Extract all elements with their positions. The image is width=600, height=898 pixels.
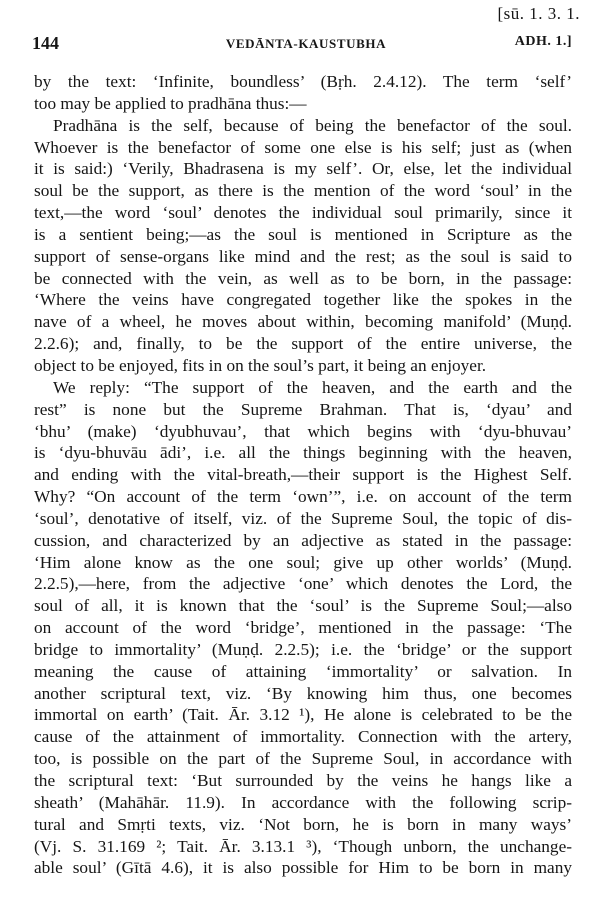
text-line: (Vj. S. 31.169 ²; Tait. Ār. 3.13.1 ³), ‘Though unborn, the unchange- <box>34 836 572 856</box>
text-line: the scriptural text: ‘But surrounded by the veins he hangs like a <box>34 771 572 790</box>
text-line: on account of the word ‘bridge’, mentioned in the passage: ‘The <box>34 618 572 638</box>
text-line: able soul’ (Gītā 4.6), it is also possible for Him to be born in many <box>34 858 572 878</box>
text-line: it is said:) ‘Verily, Bhadrasena is my self’. Or, else, let the individual <box>34 159 572 179</box>
text-line: by the text: ‘Infinite, boundless’ (Bṛh. 2.4.12). The term ‘self’ <box>34 72 572 91</box>
text-line: object to be enjoyed, fits in on the soul’s part, it being an enjoyer. <box>34 355 487 375</box>
text-line: immortal on earth’ (Tait. Ār. 3.12 ¹), He alone is celebrated to be the <box>34 705 572 725</box>
text-line: and ending with the vital-breath,—their support is the Highest Self. <box>34 465 572 485</box>
text-line: cussion, and characterized by an adjective as stated in the passage: <box>34 530 572 550</box>
text-line: Whoever is the benefactor of some one else is his self; just as (when <box>34 137 572 157</box>
text-line: rest” is none but the Supreme Brahman. That is, ‘dyau’ and <box>34 399 572 419</box>
text-line: meaning the cause of attaining ‘immortality’ or salvation. In <box>34 661 572 681</box>
text-line: too may be applied to pradhāna thus:— <box>34 93 307 113</box>
text-line: We reply: “The support of the heaven, and the earth and the <box>53 377 572 397</box>
text-line: Pradhāna is the self, because of being the benefactor of the soul. <box>53 115 572 135</box>
text-line: another scriptural text, viz. ‘By knowing him thus, one becomes <box>34 683 572 703</box>
text-line: text,—the word ‘soul’ denotes the individual soul primarily, since it <box>34 203 572 223</box>
running-title: VEDĀNTA-KAUSTUBHA <box>225 36 387 51</box>
text-line: ‘soul’, denotative of itself, viz. of the Supreme Soul, the topic of dis- <box>34 508 572 528</box>
text-line: 2.2.5),—here, from the adjective ‘one’ which denotes the Lord, the <box>34 574 572 594</box>
text-line: support of sense-organs like mind and the rest; as the soul is said to <box>34 246 572 266</box>
text-line: Why? “On account of the term ‘own’”, i.e. on account of the term <box>34 487 572 507</box>
text-line: soul of all, it is known that the ‘soul’ is the Supreme Soul;—also <box>34 596 572 616</box>
text-line: 2.2.6); and, finally, to be the support of the entire universe, the <box>34 334 572 354</box>
page-number: 144 <box>32 33 59 53</box>
text-line: nave of a wheel, he moves about within, becoming manifold’ (Muṇḍ. <box>34 312 572 332</box>
text-line: cause of the attainment of immortality. Connection with the artery, <box>34 727 572 747</box>
text-line: tural and Smṛti texts, viz. ‘Not born, he is born in many ways’ <box>34 814 572 834</box>
text-line: soul be the support, as there is the mention of the word ‘soul’ in the <box>34 181 572 201</box>
text-line: ‘Him alone know as the one soul; give up other worlds’ (Muṇḍ. <box>34 552 572 572</box>
text-line: is ‘dyu-bhuvāu ādi’, i.e. all the things beginning with the heaven, <box>34 443 572 463</box>
text-line: ‘Where the veins have congregated together like the spokes in the <box>34 290 572 310</box>
body-text <box>34 71 572 879</box>
section-reference: [sū. 1. 3. 1. <box>497 4 580 23</box>
text-line: sheath’ (Mahāhār. 11.9). In accordance with the following scrip- <box>34 792 572 812</box>
text-line: ‘bhu’ (make) ‘dyubhuvau’, that which begins with ‘dyu-bhuvau’ <box>34 421 572 441</box>
text-line: too, is possible on the part of the Supreme Soul, in accordance with <box>34 749 572 769</box>
text-line: bridge to immortality’ (Muṇḍ. 2.2.5); i.e. the ‘bridge’ or the support <box>34 639 572 659</box>
text-line: be connected with the vein, as well as to be born, in the passage: <box>34 268 572 288</box>
page-header <box>30 33 582 55</box>
text-line: is a sentient being;—as the soul is mentioned in Scripture as the <box>34 224 572 244</box>
chapter-reference: ADH. 1.] <box>514 34 572 49</box>
